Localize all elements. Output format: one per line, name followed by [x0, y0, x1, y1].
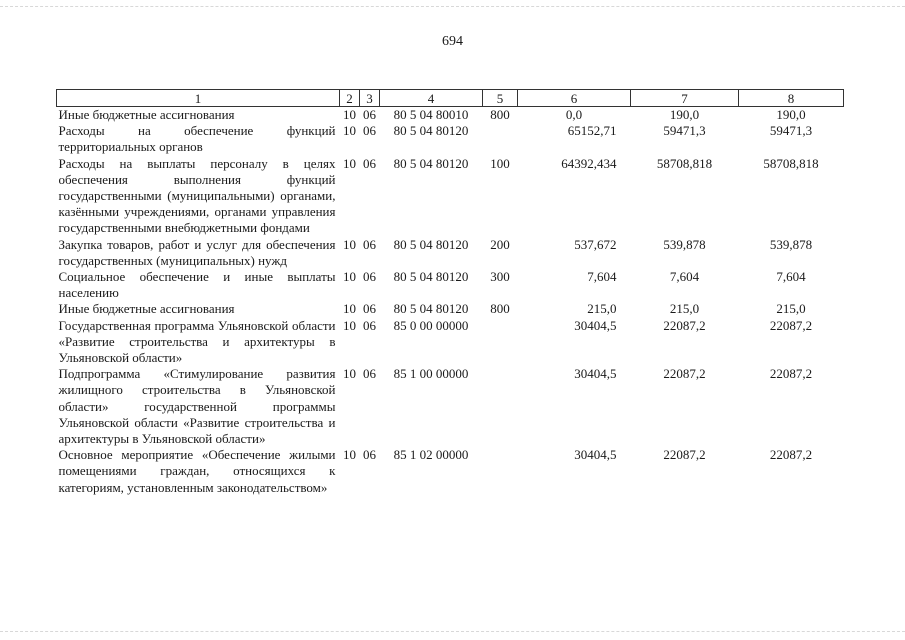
- row-expense-type: 300: [490, 269, 510, 285]
- table-row: [57, 447, 844, 496]
- table-body: [57, 107, 844, 496]
- row-amount-2: 7,604: [669, 269, 700, 285]
- header-col-6: 6: [518, 90, 631, 107]
- table-row: [57, 123, 844, 155]
- row-target-code: 80 5 04 80010: [393, 107, 469, 122]
- row-section: 10: [343, 123, 356, 139]
- row-subsection: 06: [363, 447, 376, 463]
- row-target-code: 80 5 04 80120: [393, 155, 469, 171]
- budget-table: [56, 89, 844, 496]
- table-header: [57, 90, 844, 107]
- row-amount-2: 539,878: [663, 236, 706, 252]
- header-col-2: 2: [340, 90, 360, 107]
- row-amount-3: 539,878: [769, 236, 813, 252]
- row-amount-3: 215,0: [776, 301, 806, 317]
- table-row: [57, 366, 844, 447]
- row-target-code: 80 5 04 80120: [393, 123, 469, 139]
- row-subsection: 06: [363, 107, 376, 122]
- row-amount-1: 30404,5: [574, 366, 617, 382]
- row-name: Иные бюджетные ассигнования: [58, 107, 235, 122]
- row-amount-1: 65152,71: [567, 123, 617, 139]
- row-section: 10: [343, 301, 356, 317]
- row-expense-type: 200: [490, 236, 510, 252]
- row-amount-2: 215,0: [669, 301, 700, 317]
- table-row: [57, 107, 844, 124]
- row-amount-3: 7,604: [776, 269, 806, 285]
- row-name: Социальное обеспечение и иные выплаты населению: [58, 269, 336, 301]
- row-amount-3: 22087,2: [769, 317, 813, 333]
- row-subsection: 06: [363, 155, 376, 171]
- row-name: Подпрограмма «Стимулирование развития жилищного строительства в Ульяновской области» государственной программы Ульяновской области «Развитие строительства и архитектуры в Ульяновской области»: [58, 366, 336, 447]
- row-amount-1: 64392,434: [561, 155, 617, 171]
- row-name: Иные бюджетные ассигнования: [58, 301, 235, 317]
- table-row: [57, 237, 844, 269]
- row-expense-type: [483, 123, 518, 155]
- table-row: [57, 156, 844, 237]
- row-target-code: 85 0 00 00000: [393, 317, 469, 333]
- row-section: 10: [343, 447, 356, 463]
- row-amount-1: 537,672: [574, 236, 617, 252]
- row-subsection: 06: [363, 301, 376, 317]
- row-section: 10: [343, 269, 356, 285]
- row-target-code: 80 5 04 80120: [393, 269, 469, 285]
- row-subsection: 06: [363, 123, 376, 139]
- scan-edge-top: [0, 6, 905, 8]
- row-expense-type: [483, 318, 518, 367]
- row-expense-type: [483, 366, 518, 447]
- row-expense-type: 800: [490, 107, 510, 122]
- row-amount-2: 22087,2: [663, 366, 706, 382]
- row-target-code: 85 1 00 00000: [393, 366, 469, 382]
- row-section: 10: [343, 317, 356, 333]
- row-subsection: 06: [363, 366, 376, 382]
- row-expense-type: 100: [490, 155, 510, 171]
- row-amount-2: 22087,2: [663, 317, 706, 333]
- row-amount-2: 59471,3: [663, 123, 706, 139]
- header-col-8: 8: [739, 90, 844, 107]
- row-name: Государственная программа Ульяновской области «Развитие строительства и архитектуры в Ульяновской области»: [58, 317, 336, 366]
- row-amount-2: 58708,818: [656, 155, 713, 171]
- row-target-code: 80 5 04 80120: [393, 236, 469, 252]
- header-row: [57, 90, 844, 107]
- row-amount-1: 215,0: [587, 301, 617, 317]
- row-amount-3: 58708,818: [763, 155, 819, 171]
- row-amount-1: 30404,5: [574, 447, 617, 463]
- page-number: 694: [442, 34, 463, 49]
- header-col-5: 5: [483, 90, 518, 107]
- row-subsection: 06: [363, 317, 376, 333]
- table-row: [57, 301, 844, 317]
- row-name: Закупка товаров, работ и услуг для обеспечения государственных (муниципальных) нужд: [58, 236, 336, 268]
- row-amount-1: 30404,5: [574, 317, 617, 333]
- scan-edge-bottom: [0, 631, 905, 633]
- row-amount-1: 0,0: [565, 107, 583, 122]
- row-section: 10: [343, 107, 356, 122]
- row-expense-type: 800: [490, 301, 510, 317]
- row-subsection: 06: [363, 236, 376, 252]
- row-amount-3: 22087,2: [769, 447, 813, 463]
- row-amount-2: 190,0: [669, 107, 700, 122]
- row-name: Расходы на обеспечение функций территориальных органов: [58, 123, 336, 155]
- row-section: 10: [343, 366, 356, 382]
- row-target-code: 80 5 04 80120: [393, 301, 469, 317]
- row-section: 10: [343, 236, 356, 252]
- row-amount-1: 7,604: [587, 269, 617, 285]
- budget-table-container: [56, 89, 843, 496]
- header-col-1: 1: [57, 90, 340, 107]
- row-amount-3: 59471,3: [769, 123, 813, 139]
- table-row: [57, 269, 844, 301]
- header-col-7: 7: [631, 90, 739, 107]
- row-amount-3: 190,0: [776, 107, 806, 122]
- table-row: [57, 318, 844, 367]
- header-col-4: 4: [380, 90, 483, 107]
- row-name: Расходы на выплаты персоналу в целях обеспечения выполнения функций государственными (муниципальными) органами, казёнными учреждениями, органами управления государственными внебюджетными фондами: [58, 155, 336, 236]
- row-subsection: 06: [363, 269, 376, 285]
- row-name: Основное мероприятие «Обеспечение жилыми помещениями граждан, относящихся к категориям, установленным законодательством»: [58, 447, 336, 495]
- row-amount-3: 22087,2: [769, 366, 813, 382]
- row-amount-2: 22087,2: [663, 447, 706, 463]
- header-col-3: 3: [360, 90, 380, 107]
- row-target-code: 85 1 02 00000: [393, 447, 469, 463]
- row-expense-type: [483, 447, 518, 496]
- row-section: 10: [343, 155, 356, 171]
